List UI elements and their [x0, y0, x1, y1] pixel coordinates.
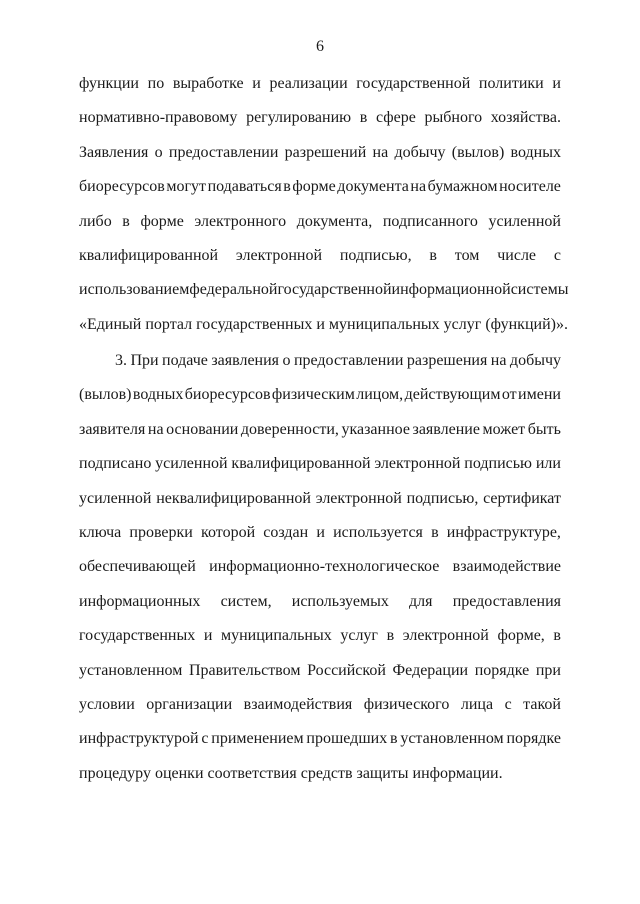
word: предоставлении: [168, 143, 279, 161]
word: в: [429, 247, 437, 264]
word: и: [252, 75, 261, 92]
word: имени: [518, 386, 561, 404]
text-line: [79, 245, 561, 267]
word: реализации: [269, 75, 348, 92]
word: на: [490, 352, 507, 369]
word: информационных: [79, 592, 201, 610]
word: государственной: [356, 75, 471, 92]
word: водных: [510, 143, 561, 161]
word: подаче: [162, 352, 208, 369]
word: квалифицированной: [231, 455, 371, 473]
text-line: [79, 453, 561, 475]
word: предоставления: [452, 592, 561, 610]
word: с: [504, 696, 512, 713]
word: информационно-технологическое: [209, 558, 440, 576]
word: федеральной: [189, 281, 278, 299]
word: 3.: [115, 352, 127, 369]
word: при: [535, 661, 561, 679]
word: Заявления: [79, 143, 149, 161]
word: используемых: [291, 592, 389, 610]
word: форме: [140, 212, 184, 230]
word: которой: [201, 524, 256, 541]
word: установленном: [79, 661, 183, 679]
word: такой: [523, 696, 561, 713]
word: применением: [211, 730, 304, 748]
text-line: [79, 488, 561, 510]
word: электронной: [315, 489, 402, 507]
word: обеспечивающей: [79, 558, 196, 576]
word: физического: [363, 696, 450, 713]
word: на: [372, 143, 389, 161]
word: При: [130, 352, 159, 369]
text-line: [79, 522, 561, 544]
word: действующим: [404, 386, 501, 404]
text-line-last: процедуру оценки соответствия средств защиты информации.: [79, 764, 503, 782]
word: Российской: [307, 661, 386, 679]
word: в: [283, 178, 291, 196]
text-line: [79, 728, 561, 750]
word: документа: [337, 178, 409, 196]
word: с: [553, 247, 561, 264]
text-line: [79, 279, 569, 301]
text-line: [79, 660, 561, 682]
word: Федерации: [392, 661, 469, 679]
word: и: [316, 524, 325, 541]
word: физическим: [271, 386, 355, 404]
word: государственных: [79, 627, 196, 645]
word: для: [409, 592, 433, 610]
word: нормативно-правовому: [79, 109, 238, 127]
text-line: [79, 591, 561, 613]
word: неквалифицированной: [156, 489, 311, 507]
word: установленном: [400, 730, 504, 748]
word: услуг: [340, 627, 378, 645]
word: сфере: [375, 109, 416, 127]
word: в: [389, 730, 398, 748]
word: создан: [263, 524, 309, 541]
word: форме: [292, 178, 336, 196]
word: в: [122, 212, 130, 230]
word: взаимодействия: [243, 696, 353, 713]
word: заявителя: [79, 420, 146, 438]
word: организации: [146, 696, 233, 713]
word: добычу: [394, 143, 446, 161]
word: и: [203, 627, 213, 645]
word: либо: [79, 212, 112, 230]
word: регулированию: [246, 109, 352, 127]
word: заявление: [412, 420, 480, 438]
word: бумажном: [427, 178, 498, 196]
word: рыбного: [424, 109, 483, 127]
text-line: [79, 176, 561, 198]
word: информационной: [391, 281, 511, 299]
word: заявления: [211, 352, 280, 369]
word: в: [431, 524, 439, 541]
word: усиленной: [155, 455, 228, 473]
text-line: [79, 625, 561, 647]
word: подписано: [79, 455, 152, 473]
word: инфраструктуре,: [446, 524, 561, 541]
text-line: [79, 73, 561, 95]
word: в: [359, 109, 368, 127]
word: на: [147, 420, 164, 438]
word: основании: [166, 420, 239, 438]
word: от: [501, 386, 517, 404]
word: сертификат: [483, 489, 561, 507]
word: инфраструктурой: [79, 730, 199, 748]
word: подписью,: [339, 247, 412, 264]
page-number: 6: [316, 38, 324, 55]
text-line: [115, 350, 561, 372]
text-line: [79, 142, 561, 164]
word: лица: [460, 696, 494, 713]
word: порядке: [474, 661, 530, 679]
text-line: [79, 694, 561, 716]
word: добычу: [509, 352, 561, 369]
word: электронной: [374, 455, 461, 473]
word: электронной: [402, 627, 489, 645]
word: функции: [79, 75, 139, 92]
word: проверки: [129, 524, 193, 541]
word: в: [553, 627, 561, 645]
text-line: [79, 211, 561, 233]
word: выработке: [172, 75, 244, 92]
word: водных: [132, 386, 184, 404]
word: порядке: [506, 730, 561, 748]
word: предоставлении: [293, 352, 404, 369]
text-line: [79, 384, 561, 406]
word: Правительством: [188, 661, 301, 679]
text-line: [79, 556, 561, 578]
text-line-last: «Единый портал государственных и муниципальных услуг (функций)».: [79, 315, 568, 333]
word: политики: [478, 75, 544, 92]
word: по: [147, 75, 165, 92]
word: биоресурсов: [79, 178, 165, 196]
word: быть: [527, 420, 561, 438]
word: биоресурсов: [184, 386, 271, 404]
word: ключа: [79, 524, 122, 541]
word: подаваться: [207, 178, 282, 196]
word: подписью: [464, 455, 532, 473]
word: подписью,: [406, 489, 479, 507]
word: хозяйства.: [490, 109, 561, 127]
word: форме,: [497, 627, 545, 645]
word: или: [535, 455, 561, 473]
word: на: [410, 178, 427, 196]
word: том: [454, 247, 480, 264]
word: могут: [166, 178, 206, 196]
word: о: [282, 352, 291, 369]
word: усиленной: [79, 489, 152, 507]
word: используется: [333, 524, 423, 541]
word: разрешения: [406, 352, 488, 369]
word: прошедших: [306, 730, 388, 748]
word: взаимодействие: [452, 558, 561, 576]
text-line: [79, 419, 561, 441]
text-line: [79, 107, 561, 129]
word: лицом,: [356, 386, 404, 404]
word: (вылов): [79, 386, 132, 404]
word: документа,: [296, 212, 373, 230]
word: о: [154, 143, 163, 161]
word: числе: [497, 247, 537, 264]
word: использованием: [79, 281, 190, 299]
word: указанное: [341, 420, 410, 438]
word: доверенности,: [240, 420, 339, 438]
word: подписанного: [382, 212, 478, 230]
word: муниципальных: [220, 627, 332, 645]
word: в: [386, 627, 395, 645]
word: с: [201, 730, 209, 748]
word: может: [482, 420, 526, 438]
word: усиленной: [488, 212, 561, 230]
word: квалифицированной: [79, 247, 219, 264]
word: государственной: [277, 281, 392, 299]
word: систем,: [220, 592, 272, 610]
word: разрешений: [284, 143, 367, 161]
word: системы: [510, 281, 569, 299]
word: условии: [79, 696, 135, 713]
word: электронного: [194, 212, 287, 230]
word: электронной: [235, 247, 323, 264]
word: (вылов): [451, 143, 505, 161]
word: носителе: [499, 178, 561, 196]
word: и: [552, 75, 561, 92]
